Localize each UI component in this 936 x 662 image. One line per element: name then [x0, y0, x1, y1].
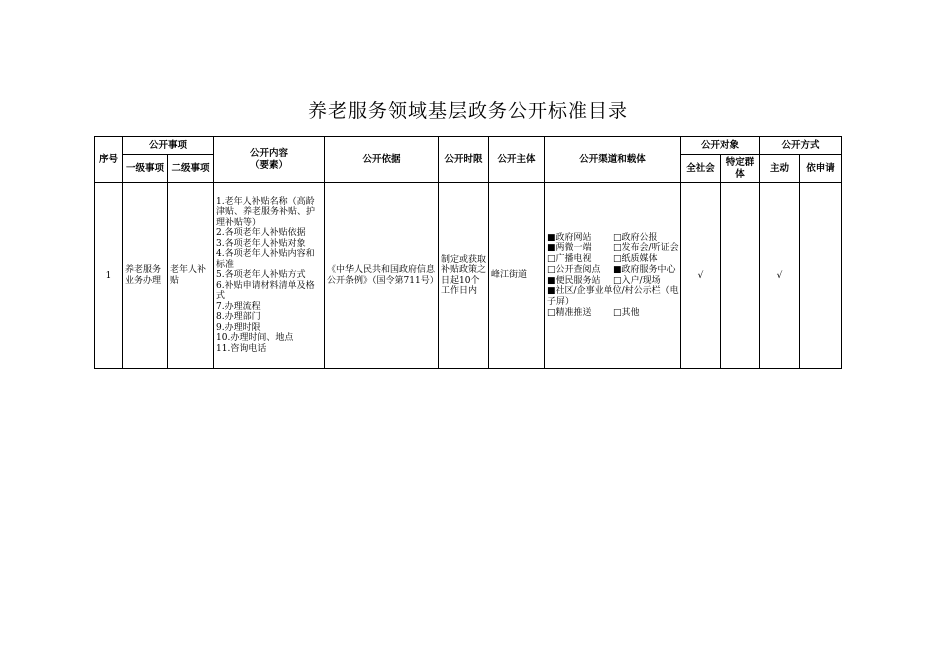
- header-content-line2: （要素）: [250, 159, 289, 171]
- cell-time-limit: 制定或获取补贴政策之日起10个工作日内: [439, 183, 489, 369]
- checkbox-icon: ■: [613, 264, 622, 275]
- channel-item: [547, 286, 681, 307]
- checkbox-icon: □: [613, 275, 622, 286]
- channel-item: [547, 243, 613, 254]
- header-method-active: 主动: [760, 155, 800, 183]
- content-item: 4.各项老年人补贴内容和标准: [216, 249, 315, 270]
- header-level2: 二级事项: [168, 155, 214, 183]
- channel-label: 公开查阅点: [555, 264, 601, 275]
- header-row-1: [95, 137, 842, 155]
- channel-item: [547, 233, 613, 244]
- cell-seq: 1: [95, 183, 123, 369]
- channel-item: [547, 254, 613, 265]
- channel-label: 社区/企事业单位/村公示栏（电子屏）: [547, 286, 679, 307]
- content-item: 10.办理时间、地点: [216, 333, 294, 344]
- page-title: 养老服务领域基层政务公开标准目录: [307, 100, 628, 122]
- channel-label: 两微一端: [555, 243, 592, 254]
- channel-label: 入户/现场: [621, 275, 661, 286]
- standard-catalog-table: [94, 136, 842, 369]
- header-content-line1: 公开内容: [250, 147, 289, 159]
- header-matters: 公开事项: [123, 137, 214, 155]
- channel-item: [613, 276, 681, 287]
- header-channels: 公开渠道和载体: [545, 137, 681, 183]
- checkbox-icon: □: [613, 232, 622, 243]
- header-time-limit: 公开时限: [439, 137, 489, 183]
- cell-basis: 《中华人民共和国政府信息公开条例》（国令第711号）: [325, 183, 439, 369]
- checkbox-icon: □: [613, 254, 622, 265]
- content-item: 1.老年人补贴名称（高龄津贴、养老服务补贴、护理补贴等）: [216, 196, 316, 228]
- channel-item: [613, 243, 681, 254]
- channel-label: 纸质媒体: [621, 254, 658, 265]
- header-target-all: 全社会: [681, 155, 721, 183]
- channel-label: 政府网站: [555, 232, 592, 243]
- content-item: 2.各项老年人补贴依据: [216, 228, 306, 239]
- header-seq: 序号: [95, 137, 123, 183]
- content-item: 8.办理部门: [216, 312, 261, 323]
- header-method-request: 依申请: [800, 155, 842, 183]
- cell-level1: 养老服务业务办理: [123, 183, 168, 369]
- channel-label: 政府服务中心: [621, 264, 676, 275]
- content-item: 11.咨询电话: [216, 343, 267, 354]
- checkbox-icon: □: [547, 254, 556, 265]
- header-content: [214, 137, 325, 183]
- header-target: 公开对象: [681, 137, 760, 155]
- channel-label: 广播电视: [555, 254, 592, 265]
- checkbox-icon: □: [613, 307, 622, 318]
- channel-item: [613, 265, 681, 276]
- cell-method-active: √: [760, 183, 800, 369]
- cell-level2: 老年人补贴: [168, 183, 214, 369]
- header-level1: 一级事项: [123, 155, 168, 183]
- content-item: 9.办理时限: [216, 322, 261, 333]
- content-list: [216, 197, 322, 355]
- cell-content: [214, 183, 325, 369]
- channel-grid: [547, 233, 678, 319]
- channel-item: [547, 276, 613, 287]
- header-method: 公开方式: [760, 137, 842, 155]
- checkbox-icon: □: [547, 307, 556, 318]
- table-row: [95, 183, 842, 369]
- checkbox-icon: ■: [547, 243, 556, 254]
- cell-channels: [545, 183, 681, 369]
- header-subject: 公开主体: [489, 137, 545, 183]
- channel-label: 其他: [621, 307, 640, 318]
- channel-item: [547, 308, 613, 319]
- cell-target-all: √: [681, 183, 721, 369]
- channel-item: [613, 308, 681, 319]
- cell-target-specific: [721, 183, 760, 369]
- header-basis: 公开依据: [325, 137, 439, 183]
- cell-subject: 峰江街道: [489, 183, 545, 369]
- channel-item: [613, 233, 681, 244]
- content-item: 7.办理流程: [216, 301, 261, 312]
- content-item: 6.补贴申请材料清单及格式: [216, 280, 315, 302]
- channel-label: 政府公报: [621, 232, 658, 243]
- checkbox-icon: ■: [547, 275, 556, 286]
- channel-label: 发布会/听证会: [621, 243, 679, 254]
- checkbox-icon: ■: [547, 286, 556, 297]
- cell-method-request: [800, 183, 842, 369]
- checkbox-icon: □: [613, 243, 622, 254]
- channel-label: 精准推送: [555, 307, 592, 318]
- checkbox-icon: ■: [547, 232, 556, 243]
- checkbox-icon: □: [547, 264, 556, 275]
- channel-item: [547, 265, 613, 276]
- channel-item: [613, 254, 681, 265]
- content-item: 5.各项老年人补贴方式: [216, 270, 306, 281]
- header-target-specific: 特定群体: [721, 155, 760, 183]
- channel-label: 便民服务站: [555, 275, 601, 286]
- content-item: 3.各项老年人补贴对象: [216, 238, 306, 249]
